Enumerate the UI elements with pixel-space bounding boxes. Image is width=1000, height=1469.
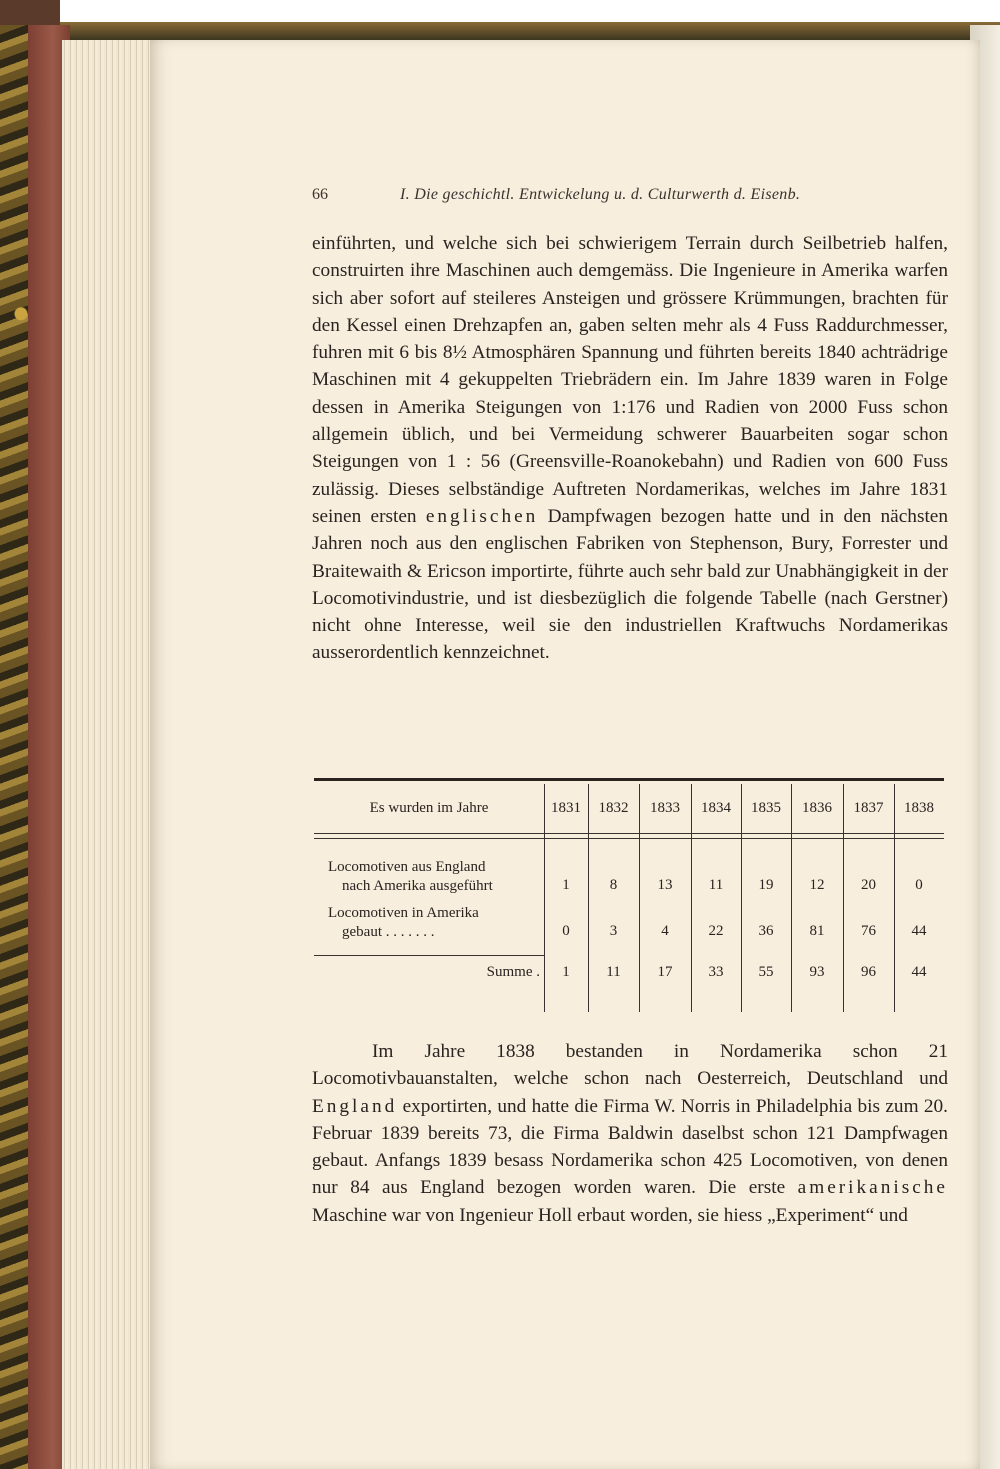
table-row-label-line: gebaut . . . . . . .	[342, 924, 435, 940]
running-header	[312, 186, 952, 210]
table-year: 1833	[650, 800, 680, 816]
paragraph-2-text-c: Maschine war von Ingenieur Holl erbaut worden, sie hiess „Experiment“ und	[312, 1204, 908, 1226]
paragraph-2	[312, 1038, 948, 1229]
locomotive-table	[314, 778, 944, 1014]
table-cell: 19	[758, 877, 774, 893]
table-sum-cell: 1	[562, 964, 570, 980]
table-header-label: Es wurden im Jahre	[369, 800, 489, 816]
table-top-rule	[314, 778, 944, 781]
table-cell: 13	[657, 877, 673, 893]
running-title: I. Die geschichtl. Entwickelung u. d. Culturwerth d. Eisenb.	[400, 186, 801, 203]
table-year: 1831	[551, 800, 581, 816]
table-cell: 0	[562, 923, 570, 939]
table-cell: 0	[915, 877, 923, 893]
table-cell: 11	[708, 877, 724, 893]
paragraph-2-text-a: Im Jahre 1838 bestanden in Nordamerika schon 21 Locomotivbauanstalten, welche schon nach Oesterreich, Deutschland und	[312, 1041, 948, 1090]
paragraph-1-text-a: einführten, und welche sich bei schwierigem Terrain durch Seilbetrieb halfen, construirten ihre Maschinen auch demgemäss. Die Ingenieure in Amerika warfen sich aber sofort auf steileres Ansteigen und grössere Krümmungen, brachten für den Kessel einen Drehzapfen an, gaben selten mehr als 4 Fuss Raddurchmesser, fuhren mit 6 bis 8½ Atmosphären Spannung und führten bereits 1840 achträdrige Maschinen mit 4 gekuppelten Triebrädern ein. Im Jahre 1839 waren in Folge dessen in Amerika Steigungen von 1:176 und Radien von 2000 Fuss schon allgemein üblich, und bei Vermeidung schwerer Bauarbeiten sogar schon Steigungen von 1 : 56 (Greensville-Roanokebahn) und Radien von 600 Fuss zulässig. Dieses selbständige Auftreten Nordamerikas, welches im Jahre 1831 seinen ersten	[312, 233, 948, 527]
table-year: 1837	[853, 800, 884, 816]
page-number: 66	[312, 186, 328, 203]
table-cell: 20	[861, 877, 876, 893]
table-cell: 44	[911, 923, 927, 939]
paragraph-1-spaced: englischen	[425, 505, 539, 527]
table-cell: 4	[661, 923, 669, 939]
table-row-label	[328, 904, 544, 942]
table-sum-cell: 33	[708, 964, 724, 980]
table-cell: 36	[758, 923, 774, 939]
table-cell: 12	[809, 877, 825, 893]
table-year: 1834	[701, 800, 731, 816]
page-stack-edges	[62, 40, 162, 1469]
table-sum-cell: 93	[809, 964, 825, 980]
table-header-rule	[314, 833, 944, 834]
table-cell: 81	[809, 923, 825, 939]
table-header-rule	[314, 838, 944, 839]
table-sum-rule	[314, 955, 544, 956]
table-row-label-line: nach Amerika ausgeführt	[342, 878, 493, 894]
table-sum-cell: 55	[758, 964, 774, 980]
paragraph-1-text-b: Dampfwagen bezogen hatte und in den nächsten Jahren noch aus den englischen Fabriken von Stephenson, Bury, Forrester und Braitewaith & Ericson importirte, führte auch sehr bald zur Unabhängigkeit in der Locomotivindustrie, und ist diesbezüglich die folgende Tabelle (nach Gerstner) nicht ohne Interesse, weil sie den industriellen Kraftwuchs Nordamerikas ausserordentlich kennzeichnet.	[312, 505, 949, 664]
table-cell: 3	[609, 923, 618, 939]
paragraph-1	[312, 230, 948, 667]
table-sum-label: Summe .	[486, 964, 540, 980]
paragraph-2-spaced-2: amerikanische	[797, 1177, 948, 1199]
table-row-label-line: Locomotiven aus England	[328, 859, 486, 875]
table-cell: 1	[562, 877, 570, 893]
table-row-label	[328, 858, 544, 896]
table-cell: 22	[708, 923, 724, 939]
table-row-label-line: Locomotiven in Amerika	[328, 905, 479, 921]
table-year: 1832	[598, 800, 629, 816]
table-sum-cell: 17	[657, 964, 673, 980]
table-year: 1838	[904, 800, 934, 816]
table-sum-cell: 96	[861, 964, 876, 980]
table-sum-cell: 11	[606, 964, 621, 980]
table-cell: 76	[861, 923, 876, 939]
table-cell: 8	[609, 877, 618, 893]
table-year: 1835	[751, 800, 781, 816]
book-cover-top	[60, 0, 1000, 40]
table-sum-cell: 44	[911, 964, 927, 980]
paragraph-2-spaced-1: England	[312, 1095, 398, 1117]
paragraph-2-text-b: exportirten, und hatte die Firma W. Norris in Philadelphia bis zum 20. Februar 1839 bereits 73, die Firma Baldwin daselbst schon 121 Dampfwagen gebaut. Anfangs 1839 besass Nordamerika schon 425 Locomotiven, von denen nur 84 aus England bezogen worden waren. Die erste	[312, 1095, 948, 1199]
table-year: 1836	[802, 800, 832, 816]
